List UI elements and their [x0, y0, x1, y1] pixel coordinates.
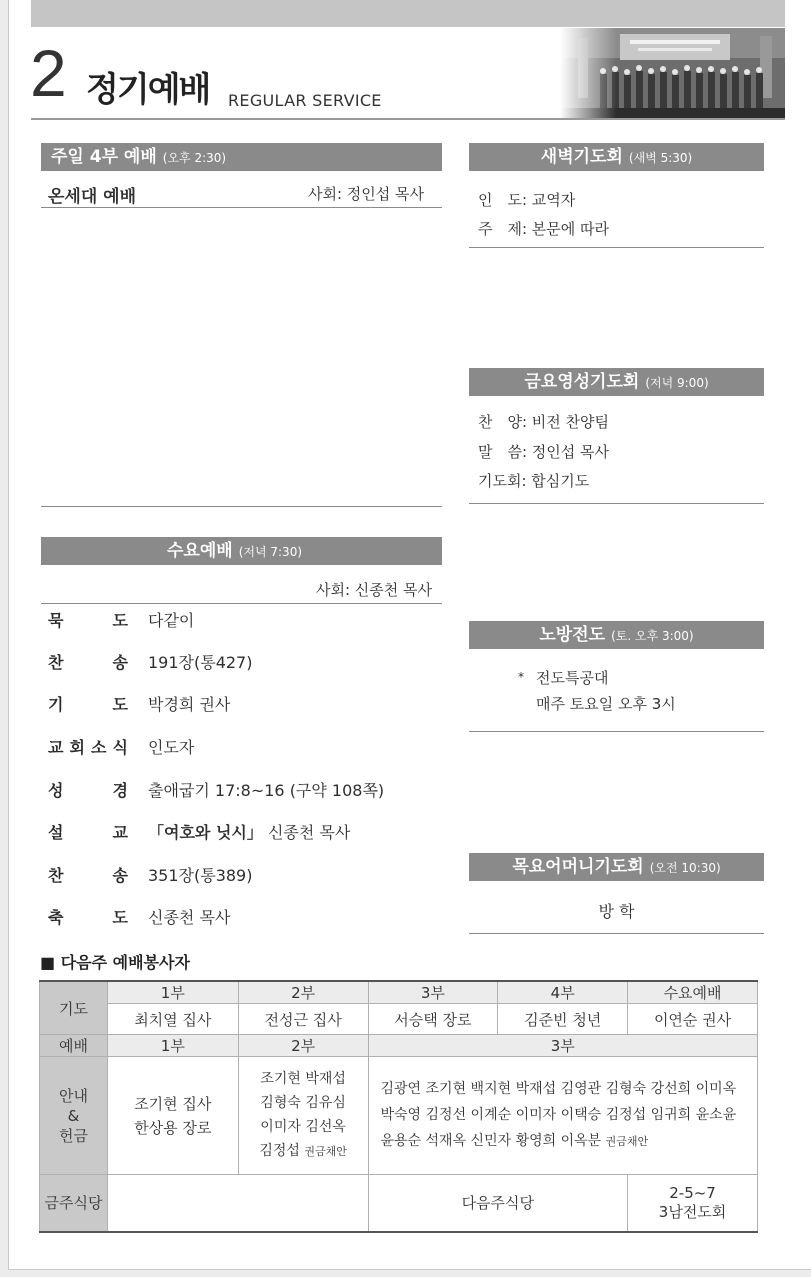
street-title: 노방전도	[539, 625, 606, 645]
order-row	[48, 609, 448, 633]
sunday4-header	[41, 143, 442, 171]
prayer-col: 2부	[238, 981, 368, 1004]
prayer-col: 3부	[368, 981, 498, 1004]
wednesday-rule	[41, 603, 442, 604]
street-header	[469, 621, 764, 649]
order-key: 찬 송	[48, 866, 128, 885]
friday-line-praise: 찬 양: 비전 찬양팀	[478, 413, 610, 431]
order-key: 성 경	[48, 781, 128, 800]
thursday-title: 목요어머니기도회	[512, 857, 644, 877]
servers-title: ■ 다음주 예배봉사자	[40, 953, 190, 972]
thursday-note: 방 학	[598, 902, 635, 921]
servers-table	[39, 980, 758, 1233]
thursday-header	[469, 853, 764, 881]
friday-header	[469, 368, 764, 396]
order-value	[148, 821, 350, 845]
meal-label: 금주식당	[40, 1175, 108, 1232]
order-value: 다같이	[148, 611, 195, 630]
order-row	[48, 906, 448, 930]
order-key: 교 회 소 식	[48, 738, 128, 757]
order-value: 인도자	[148, 738, 195, 757]
street-line1: 전도특공대	[536, 669, 609, 687]
prayer-name: 김준빈 청년	[498, 1004, 628, 1035]
usher-third: 김광연 조기현 백지현 박재섭 김영관 김형숙 강선희 이미옥 박숙영 김정선 이계순 이미자 이택승 김정섭 임귀희 윤소윤 윤용순 석재옥 신민자 황영희 이옥분 권금채안	[368, 1057, 758, 1175]
friday-line-sermon: 말 씀: 정인섭 목사	[478, 443, 610, 461]
sunday4-top-rule	[41, 207, 442, 208]
order-value: 출애굽기 17:8~16 (구약 108쪽)	[148, 781, 385, 800]
sunday4-title: 주일 4부 예배	[51, 147, 157, 167]
worship-col: 3부	[368, 1035, 758, 1057]
prayer-label: 기도	[40, 981, 108, 1035]
sermon-title: 「여호와 닛시」	[148, 823, 263, 842]
dawn-header	[469, 143, 764, 171]
sunday4-bottom-rule	[41, 506, 442, 507]
street-line2: 매주 토요일 오후 3시	[536, 695, 676, 713]
section-number: 2	[30, 36, 65, 110]
wednesday-host: 사회: 신종천 목사	[316, 581, 433, 599]
usher-second: 조기현 박재섭 김형숙 김유심 이미자 김선옥 김정섭 권금채안	[238, 1057, 368, 1175]
street-time: (토. 오후 3:00)	[611, 629, 694, 643]
worship-label: 예배	[40, 1035, 108, 1057]
order-row	[48, 864, 448, 888]
thursday-bottom-rule	[469, 933, 764, 934]
order-key: 축 도	[48, 908, 128, 927]
prayer-col: 수요예배	[628, 981, 758, 1004]
prayer-col: 4부	[498, 981, 628, 1004]
order-value: 191장(통427)	[148, 653, 253, 672]
meal-next-label: 다음주식당	[368, 1175, 628, 1232]
order-row	[48, 779, 448, 803]
section-title: 정기예배	[86, 70, 210, 110]
order-row	[48, 651, 448, 675]
friday-title: 금요영성기도회	[524, 372, 640, 392]
order-row	[48, 693, 448, 717]
prayer-name: 최치열 집사	[107, 1004, 238, 1035]
dawn-line-leader: 인 도: 교역자	[478, 191, 576, 209]
sunday4-host: 사회: 정인섭 목사	[308, 185, 425, 203]
top-band	[31, 0, 785, 27]
prayer-name: 전성근 집사	[238, 1004, 368, 1035]
wednesday-time: (저녁 7:30)	[238, 545, 303, 559]
order-value: 신종천 목사	[148, 908, 231, 927]
prayer-name: 서승택 장로	[368, 1004, 498, 1035]
order-key: 찬 송	[48, 653, 128, 672]
street-bottom-rule	[469, 731, 764, 732]
meal-next-value: 2-5~7 3남전도회	[628, 1175, 758, 1232]
worship-col: 2부	[238, 1035, 368, 1057]
sunday4-time: (오후 2:30)	[162, 151, 227, 165]
prayer-col: 1부	[107, 981, 238, 1004]
section-subtitle: REGULAR SERVICE	[228, 91, 382, 110]
dawn-bottom-rule	[469, 247, 764, 248]
dawn-line-topic: 주 제: 본문에 따라	[478, 220, 610, 238]
usher-label: 안내 & 헌금	[40, 1057, 108, 1175]
sunday4-name: 온세대 예배	[48, 187, 137, 207]
worship-col: 1부	[107, 1035, 238, 1057]
order-value: 박경희 권사	[148, 695, 231, 714]
order-row	[48, 736, 448, 760]
dawn-title: 새벽기도회	[540, 147, 623, 167]
wednesday-header	[41, 537, 442, 565]
worship-photo	[560, 28, 785, 120]
usher-first: 조기현 집사 한상용 장로	[107, 1057, 238, 1175]
wednesday-title: 수요예배	[167, 541, 233, 561]
friday-bottom-rule	[469, 503, 764, 504]
order-key: 묵 도	[48, 611, 128, 630]
header-divider	[31, 118, 785, 120]
prayer-name: 이연순 권사	[628, 1004, 758, 1035]
sermon-speaker: 신종천 목사	[267, 823, 351, 842]
order-key: 설 교	[48, 823, 128, 842]
thursday-time: (오전 10:30)	[649, 861, 721, 875]
order-value: 351장(통389)	[148, 866, 253, 885]
order-row	[48, 821, 448, 845]
dawn-time: (새벽 5:30)	[628, 151, 693, 165]
meal-this-week	[107, 1175, 368, 1232]
street-star: *	[518, 670, 524, 684]
friday-time: (저녁 9:00)	[645, 376, 709, 390]
order-key: 기 도	[48, 695, 128, 714]
friday-line-prayer: 기도회: 합심기도	[478, 472, 590, 490]
